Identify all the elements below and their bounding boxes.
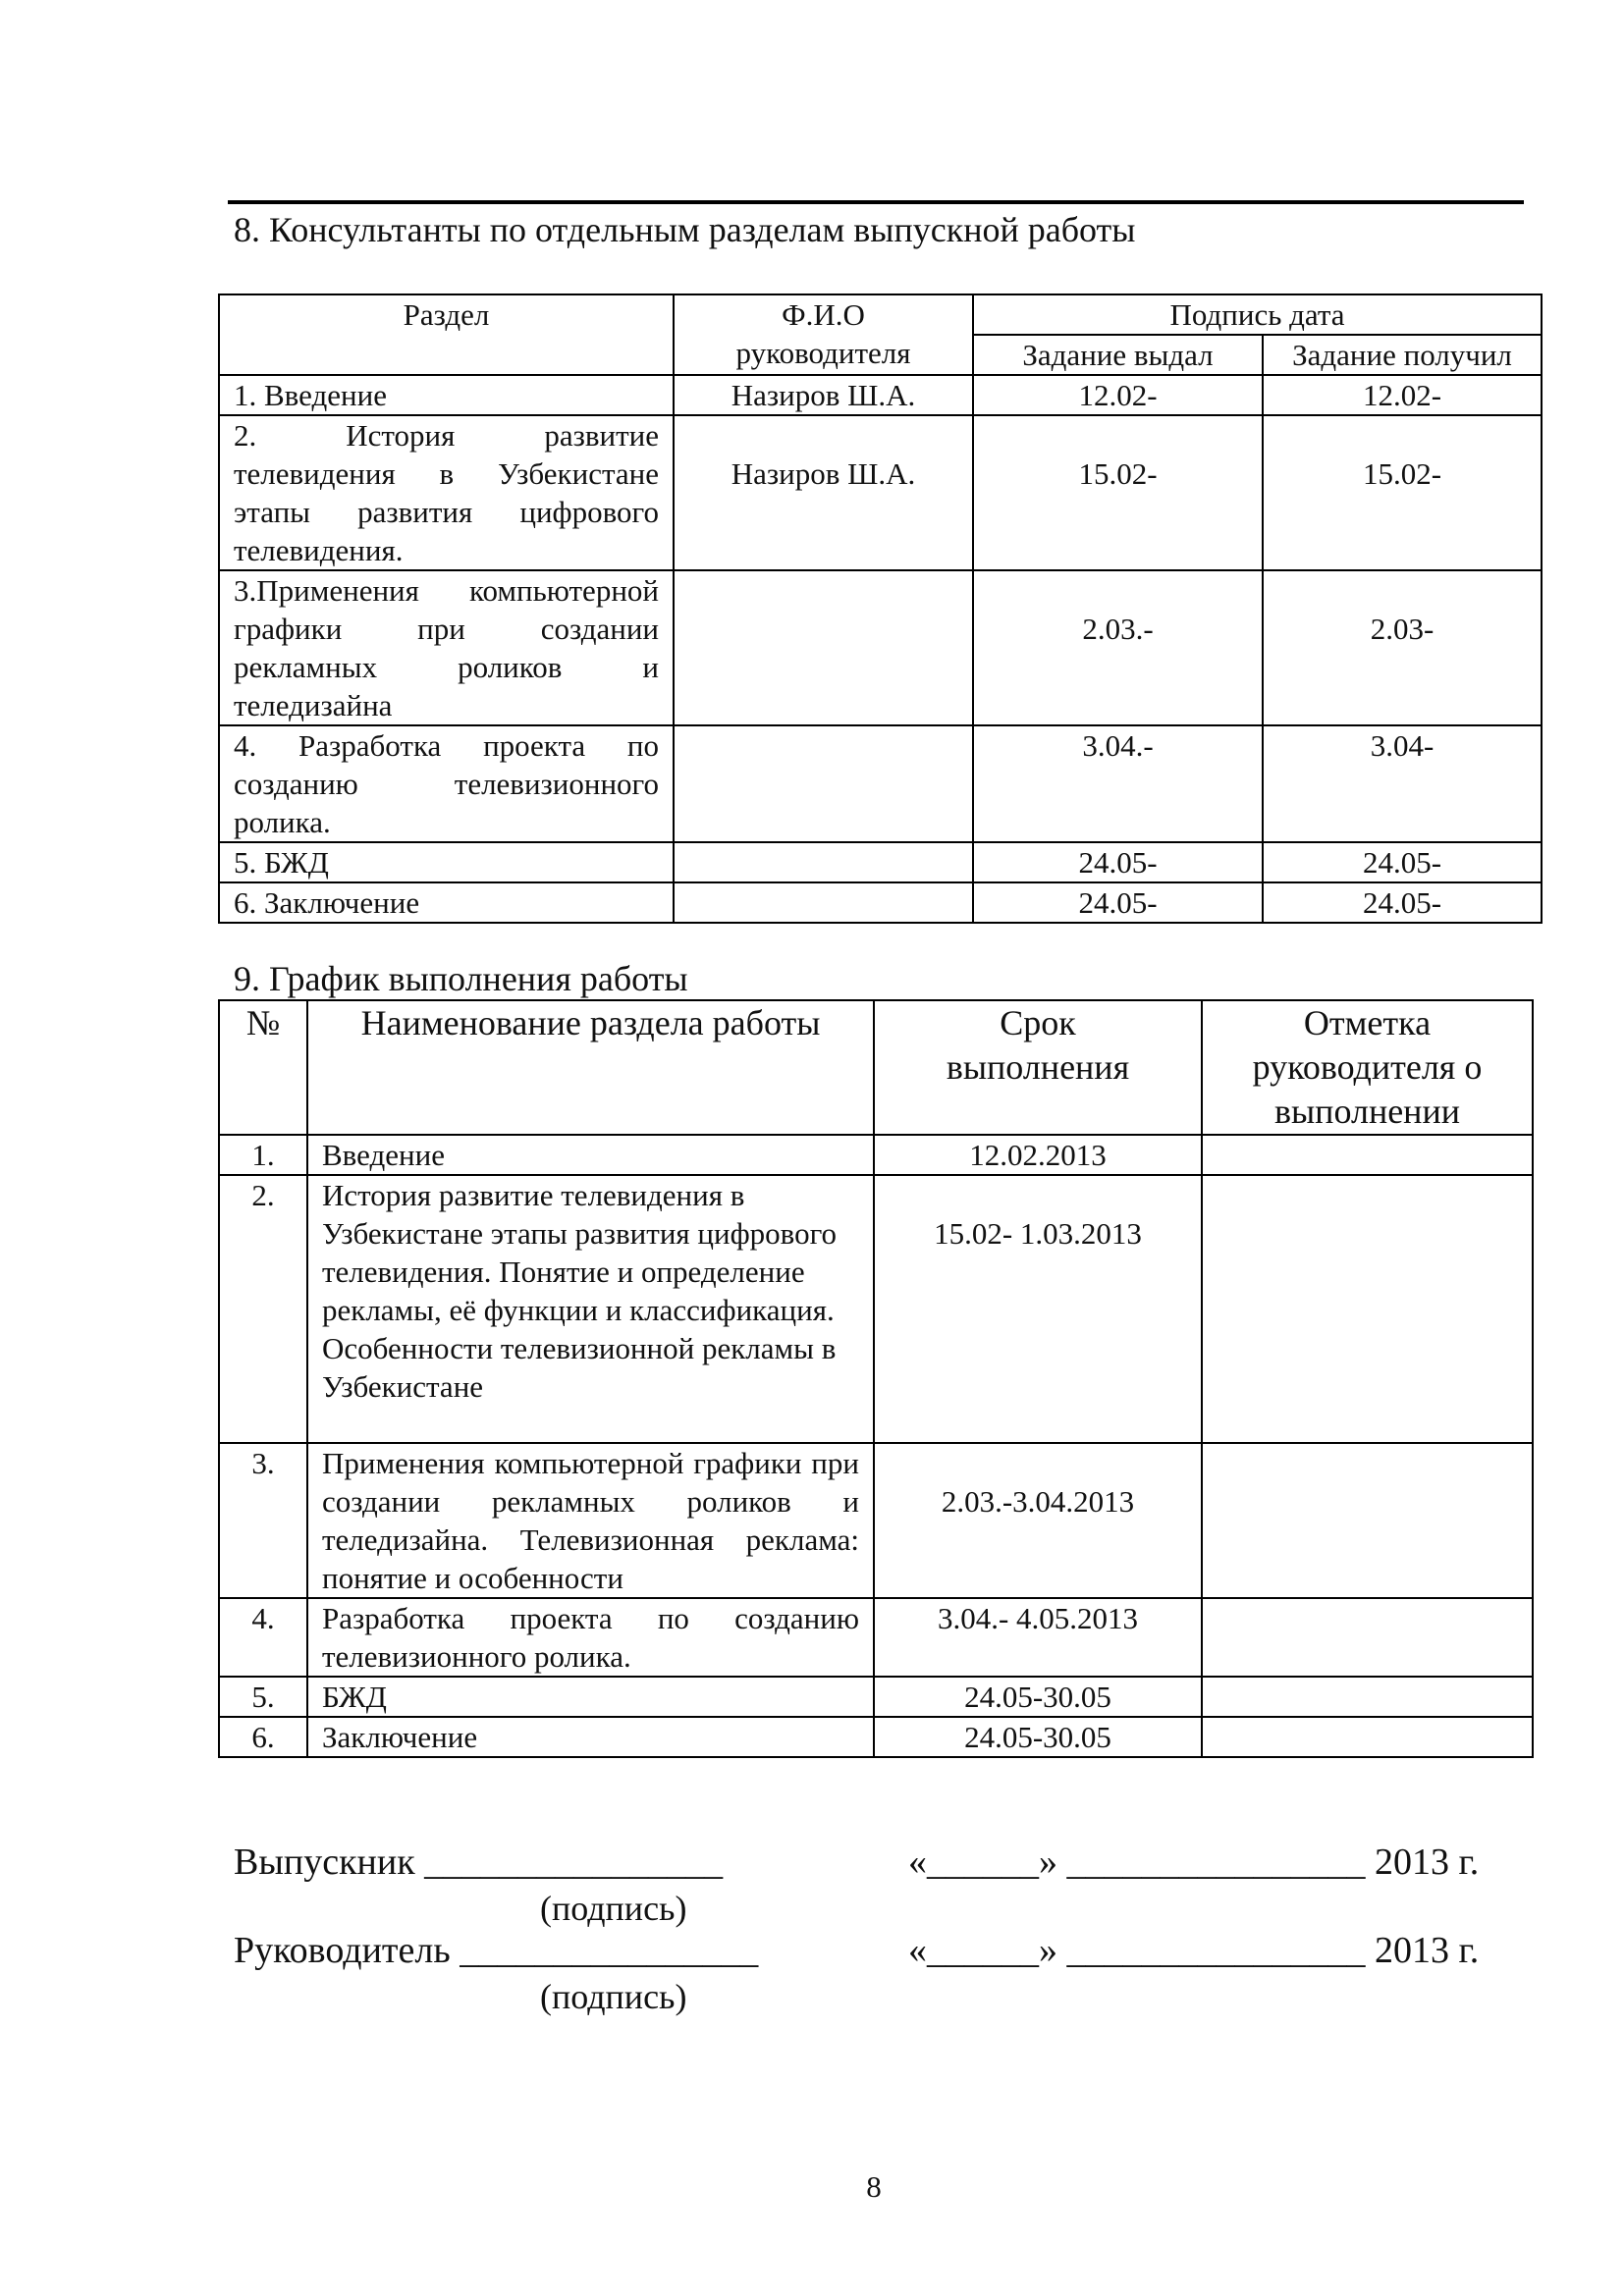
table-row (219, 842, 1542, 882)
header-signature-date: Подпись дата (973, 294, 1542, 335)
row-given: 24.05- (973, 842, 1263, 882)
row-mark (1202, 1677, 1533, 1717)
row-received: 2.03- (1263, 570, 1542, 725)
row-deadline: 2.03.-3.04.2013 (874, 1443, 1202, 1598)
row-given: 15.02- (973, 415, 1263, 570)
row-fio: Назиров Ш.А. (674, 415, 973, 570)
row-name: Введение (307, 1135, 874, 1175)
table-row (219, 570, 1542, 725)
header-mark: Отметка руководителя о выполнении (1202, 1000, 1533, 1135)
supervisor-date-line: «______» ________________ 2013 г. (908, 1930, 1480, 1971)
table-row (219, 415, 1542, 570)
row-section: 1. Введение (219, 375, 674, 415)
row-given: 3.04.- (973, 725, 1263, 842)
table-row (219, 1175, 1533, 1443)
row-num: 2. (219, 1175, 307, 1443)
row-deadline: 24.05-30.05 (874, 1677, 1202, 1717)
row-section: 5. БЖД (219, 842, 674, 882)
row-fio (674, 842, 973, 882)
row-mark (1202, 1598, 1533, 1677)
header-fio: Ф.И.О руководителя (674, 294, 973, 375)
row-received: 12.02- (1263, 375, 1542, 415)
row-mark (1202, 1443, 1533, 1598)
table-row (219, 882, 1542, 923)
row-name: Заключение (307, 1717, 874, 1757)
row-num: 6. (219, 1717, 307, 1757)
row-name: БЖД (307, 1677, 874, 1717)
row-given: 2.03.- (973, 570, 1263, 725)
row-fio (674, 725, 973, 842)
row-mark (1202, 1175, 1533, 1443)
table-row (219, 375, 1542, 415)
header-name: Наименование раздела работы (307, 1000, 874, 1135)
row-mark (1202, 1717, 1533, 1757)
row-num: 1. (219, 1135, 307, 1175)
row-num: 3. (219, 1443, 307, 1598)
header-num: № (219, 1000, 307, 1135)
row-name: История развитие телевидения в Узбекистане этапы развития цифрового телевидения. Понятие и определение рекламы, её функции и классификация. Особенности телевизионной рекламы в Узбекистане (307, 1175, 874, 1443)
supervisor-signature-hint: (подпись) (540, 1977, 687, 2016)
header-deadline: Срок выполнения (874, 1000, 1202, 1135)
row-section: 2. История развитие телевидения в Узбекистане этапы развития цифрового телевидения. (219, 415, 674, 570)
table-row (219, 725, 1542, 842)
table-row (219, 1717, 1533, 1757)
header-given: Задание выдал (973, 335, 1263, 375)
row-deadline: 3.04.- 4.05.2013 (874, 1598, 1202, 1677)
consultants-table (218, 294, 1543, 924)
table-row (219, 1135, 1533, 1175)
page-number: 8 (866, 2169, 882, 2204)
row-section: 6. Заключение (219, 882, 674, 923)
row-num: 4. (219, 1598, 307, 1677)
schedule-table (218, 999, 1534, 1758)
row-received: 24.05- (1263, 842, 1542, 882)
row-fio (674, 570, 973, 725)
graduate-date-line: «______» ________________ 2013 г. (908, 1842, 1480, 1883)
table-row (219, 1677, 1533, 1717)
header-section: Раздел (219, 294, 674, 375)
section-9-title: 9. График выполнения работы (234, 959, 688, 998)
supervisor-signature-line: Руководитель ________________ (234, 1930, 759, 1971)
row-received: 24.05- (1263, 882, 1542, 923)
header-received: Задание получил (1263, 335, 1542, 375)
row-mark (1202, 1135, 1533, 1175)
row-received: 3.04- (1263, 725, 1542, 842)
row-num: 5. (219, 1677, 307, 1717)
row-name: Разработка проекта по созданию телевизионного ролика. (307, 1598, 874, 1677)
row-fio: Назиров Ш.А. (674, 375, 973, 415)
graduate-signature-line: Выпускник ________________ (234, 1842, 724, 1883)
row-section: 3.Применения компьютерной графики при создании рекламных роликов и теледизайна (219, 570, 674, 725)
row-deadline: 15.02- 1.03.2013 (874, 1175, 1202, 1443)
row-given: 12.02- (973, 375, 1263, 415)
table-row (219, 1598, 1533, 1677)
row-fio (674, 882, 973, 923)
row-section: 4. Разработка проекта по созданию телевизионного ролика. (219, 725, 674, 842)
top-rule (228, 200, 1524, 204)
graduate-signature-hint: (подпись) (540, 1889, 687, 1928)
row-name: Применения компьютерной графики при создании рекламных роликов и теледизайна. Телевизионная реклама: понятие и особенности (307, 1443, 874, 1598)
row-received: 15.02- (1263, 415, 1542, 570)
row-given: 24.05- (973, 882, 1263, 923)
row-deadline: 24.05-30.05 (874, 1717, 1202, 1757)
table-row (219, 1443, 1533, 1598)
section-8-title: 8. Консультанты по отдельным разделам выпускной работы (234, 210, 1136, 249)
row-deadline: 12.02.2013 (874, 1135, 1202, 1175)
